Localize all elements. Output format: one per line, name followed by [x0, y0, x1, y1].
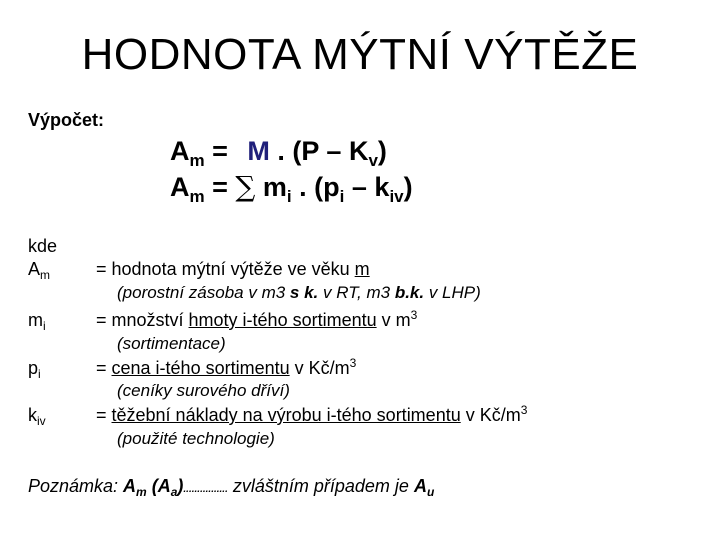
note-am: A [123, 476, 137, 496]
var-kiv [28, 405, 46, 426]
formula1-k-sub: v [368, 151, 378, 170]
def-am-age: m [354, 259, 370, 279]
var-mi-base: m [28, 310, 43, 330]
formula2-m-sub: i [286, 187, 292, 206]
var-pi-sub: i [38, 367, 41, 381]
def-pi-suffix: v Kč/m [289, 358, 350, 378]
formula2-close: ) [403, 172, 413, 202]
def-kiv-suffix: v Kč/m [460, 405, 521, 425]
def-pi-prefix: = [96, 358, 112, 378]
formula1-equals: = [204, 136, 236, 166]
formula-am-simple [170, 136, 387, 170]
def-pi [96, 358, 356, 379]
note-au-sub: u [426, 485, 435, 499]
var-kiv-sub: iv [37, 414, 46, 428]
var-pi-base: p [28, 358, 39, 378]
var-mi [28, 310, 46, 331]
var-am-sub: m [40, 268, 51, 282]
formula2-m: m [255, 172, 287, 202]
formula1-M: M [247, 136, 270, 166]
var-am [28, 259, 50, 280]
def-mi-sup: 3 [410, 308, 418, 322]
var-kiv-base: k [28, 405, 37, 425]
formula1-lhs: A [170, 136, 190, 166]
def-pi-note: (ceníky surového dříví) [117, 381, 290, 400]
def-am-note-c: v RT, m3 [318, 283, 395, 302]
def-mi-note: (sortimentace) [117, 334, 226, 353]
note-paren-open: ( [146, 476, 158, 496]
formula2-k-sub: iv [389, 187, 404, 206]
formula2-minus: – k [344, 172, 390, 202]
note-mid: zvláštním případem je [227, 476, 414, 496]
def-am [96, 259, 370, 280]
note-au: A [413, 476, 427, 496]
def-kiv-underlined: těžební náklady na výrobu i-tého sortimentu [111, 405, 461, 425]
formula1-rest: . (P – K [269, 136, 369, 166]
def-am-note [117, 283, 481, 303]
def-am-note-sk: s k. [289, 283, 319, 302]
sigma-icon: ∑ [235, 170, 256, 203]
def-mi-suffix: v m [376, 310, 411, 330]
def-kiv-note: (použité technologie) [117, 429, 275, 448]
note-paren-close: ) [177, 476, 184, 496]
formula2-rest: . (p [291, 172, 340, 202]
def-am-text: = hodnota mýtní výtěže ve věku [96, 259, 355, 279]
formula1-close: ) [377, 136, 387, 166]
footnote [28, 476, 434, 497]
def-mi-prefix: = množství [96, 310, 189, 330]
var-pi [28, 358, 41, 379]
var-mi-sub: i [43, 319, 46, 333]
def-pi-sup: 3 [349, 356, 357, 370]
def-mi-underlined: hmoty i-tého sortimentu [188, 310, 377, 330]
formula2-equals: = [204, 172, 236, 202]
note-aa: A [157, 476, 171, 496]
formula2-lhs: A [170, 172, 190, 202]
note-aa-sub: a [170, 485, 178, 499]
def-mi [96, 310, 417, 331]
note-am-sub: m [136, 485, 147, 499]
formula2-lhs-sub: m [189, 187, 205, 206]
def-am-note-bk: b.k. [394, 283, 425, 302]
formula1-lhs-sub: m [189, 151, 205, 170]
formula2-p-sub: i [339, 187, 345, 206]
def-am-note-a: (porostní zásoba v m3 [117, 283, 290, 302]
section-label: Výpočet: [28, 110, 105, 130]
formula-am-sum [170, 170, 413, 206]
kde-label: kde [28, 236, 58, 256]
var-am-base: A [28, 259, 41, 279]
def-kiv-sup: 3 [520, 403, 528, 417]
def-am-note-d: v LHP) [424, 283, 481, 302]
note-prefix: Poznámka: [28, 476, 124, 496]
def-kiv-prefix: = [96, 405, 112, 425]
note-dots: ................ [183, 484, 228, 495]
page-title: HODNOTA MÝTNÍ VÝTĚŽE [81, 30, 639, 79]
def-kiv [96, 405, 527, 426]
def-pi-underlined: cena i-tého sortimentu [111, 358, 290, 378]
